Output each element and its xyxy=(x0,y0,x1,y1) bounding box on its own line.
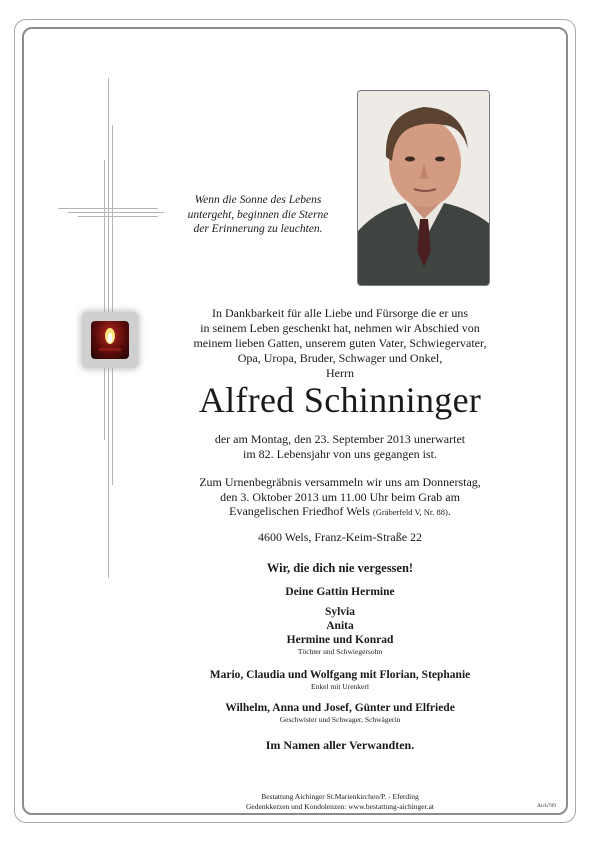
child-name: Anita xyxy=(326,620,354,632)
child-name: Sylvia xyxy=(324,606,356,618)
funeral-info xyxy=(120,475,560,520)
intro-line: in seinem Leben geschenkt hat, nehmen wir Abschied von xyxy=(200,321,480,335)
footer-line: Bestattung Aichinger St.Marienkirchen/P. - Eferding xyxy=(261,792,419,801)
intro-line: In Dankbarkeit für alle Liebe und Fürsorge die er uns xyxy=(211,306,469,320)
funeral-line: den 3. Oktober 2013 um 11.00 Uhr beim Grab am xyxy=(220,489,460,504)
motto: Wir, die dich nie vergessen! xyxy=(266,561,414,575)
mourner-wife: Deine Gattin Hermine xyxy=(285,586,395,598)
footer-line: Gedenkkerzen und Kondolenzen: www.bestattung-aichinger.at xyxy=(246,802,434,811)
footer xyxy=(140,792,540,812)
portrait-photo xyxy=(357,90,490,286)
death-line: der am Montag, den 23. September 2013 unerwartet xyxy=(214,432,466,446)
grave-location: (Gräberfeld V, Nr. 88) xyxy=(372,507,448,517)
grandchildren-names: Mario, Claudia und Wolfgang mit Florian, Stephanie xyxy=(209,669,471,681)
death-line: im 82. Lebensjahr von uns gegangen ist. xyxy=(243,447,437,461)
document-code: Aich709 xyxy=(537,803,556,809)
quote-line: der Erinnerung zu leuchten. xyxy=(193,223,323,235)
mourner-children xyxy=(120,605,560,657)
relation-label: Töchter und Schwiegersohn xyxy=(297,647,383,656)
deceased-name: Alfred Schinninger xyxy=(198,380,482,420)
funeral-line-place xyxy=(120,504,560,520)
quote-line: untergeht, beginnen die Sterne xyxy=(187,208,329,221)
siblings-names: Wilhelm, Anna und Josef, Günter und Elfriede xyxy=(225,702,455,714)
relation-label: Enkel mit Urenkerl xyxy=(311,682,369,691)
address: 4600 Wels, Franz-Keim-Straße 22 xyxy=(257,530,423,544)
quote-line: Wenn die Sonne des Lebens xyxy=(194,194,322,206)
closing-line: Im Namen aller Verwandten. xyxy=(265,738,415,752)
child-name: Hermine und Konrad xyxy=(286,634,394,646)
intro-text xyxy=(120,306,560,381)
mourner-siblings xyxy=(120,701,560,725)
mourner-grandchildren xyxy=(120,668,560,692)
relation-label: Geschwister und Schwager, Schwägerin xyxy=(279,715,401,724)
funeral-line: Zum Urnenbegräbnis versammeln wir uns am Donnerstag, xyxy=(199,475,481,489)
cemetery-name: Evangelischen Friedhof Wels xyxy=(229,504,370,518)
death-notice xyxy=(120,432,560,462)
intro-line: meinem lieben Gatten, unserem guten Vater, Schwiegervater, xyxy=(193,336,487,350)
quote xyxy=(168,193,348,237)
funeral-period: . xyxy=(447,504,451,518)
intro-line: Herrn xyxy=(326,366,354,380)
intro-line: Opa, Uropa, Bruder, Schwager und Onkel, xyxy=(237,351,443,365)
